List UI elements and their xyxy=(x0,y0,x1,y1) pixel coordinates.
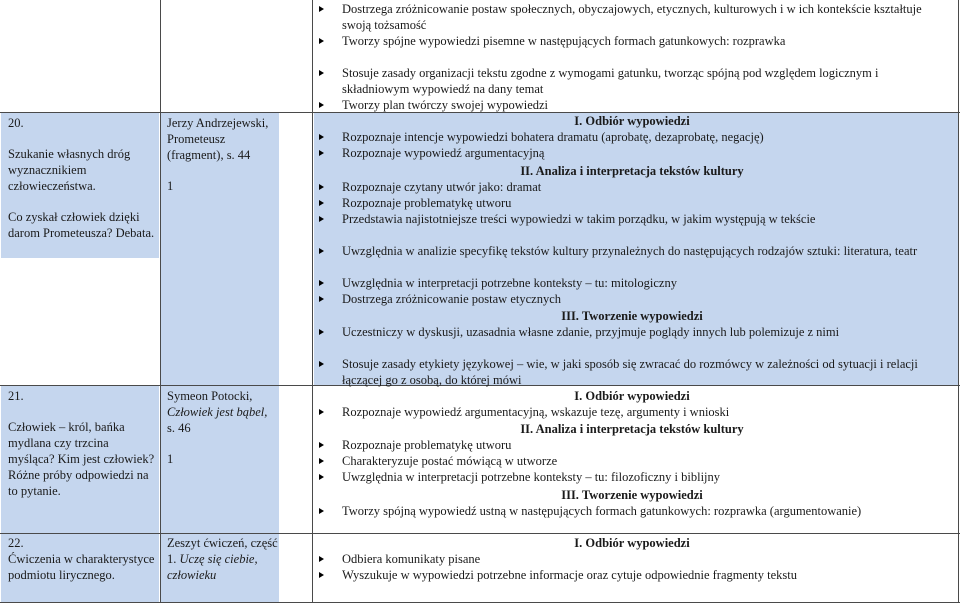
outcome-text: Rozpoznaje intencje wypowiedzi bohatera dramatu (aprobatę, dezaprobatę, negację) xyxy=(342,130,764,144)
lesson-number: 20. xyxy=(8,116,24,130)
outcome-text: Tworzy plan twórczy swojej wypowiedzi xyxy=(342,98,549,112)
lesson-title: Co zyskał człowiek dzięki darom Prometeusza? Debata. xyxy=(8,210,155,240)
section-heading: II. Analiza i interpretacja tekstów kultury xyxy=(520,422,744,436)
outcome-item xyxy=(317,437,947,453)
section-heading: I. Odbiór wypowiedzi xyxy=(574,536,690,550)
outcome-text: Rozpoznaje problematykę utworu xyxy=(342,438,512,452)
text-reference-a: Zeszyt ćwiczeń, część 1. xyxy=(167,536,278,566)
outcome-item xyxy=(317,97,947,113)
bullet-arrow-icon xyxy=(319,38,324,44)
section-heading: II. Analiza i interpretacja tekstów kultury xyxy=(520,164,744,178)
outcome-text: Stosuje zasady organizacji tekstu zgodne z wymogami gatunku, tworząc spójną pod względem logicznym i składniowym wypowiedź na dany temat xyxy=(342,66,879,96)
text-reference xyxy=(167,535,279,583)
bullet-arrow-icon xyxy=(319,361,324,367)
outcome-text: Tworzy spójne wypowiedzi pisemne w następujących formach gatunkowych: rozprawka xyxy=(342,34,786,48)
outcome-item xyxy=(317,291,947,307)
outcome-text: Uwzględnia w interpretacji potrzebne konteksty – tu: filozoficzny i biblijny xyxy=(342,470,721,484)
outcome-item xyxy=(317,404,947,420)
outcome-text: Rozpoznaje problematykę utworu xyxy=(342,196,512,210)
bullet-arrow-icon xyxy=(319,442,324,448)
lesson-title: Szukanie własnych dróg wyznacznikiem człowieczeństwa. xyxy=(8,147,131,193)
lesson-number: 21. xyxy=(8,389,24,403)
outcome-item xyxy=(317,324,947,340)
outcome-item xyxy=(317,356,947,388)
bullet-arrow-icon xyxy=(319,200,324,206)
outcome-item xyxy=(317,469,947,485)
outcome-text: Wyszukuje w wypowiedzi potrzebne informacje oraz cytuje odpowiednie fragmenty tekstu xyxy=(342,568,797,582)
outcome-text: Uczestniczy w dyskusji, uzasadnia własne zdanie, przyjmuje poglądy innych lub polemizuje z nimi xyxy=(342,325,840,339)
outcome-text: Charakteryzuje postać mówiącą w utworze xyxy=(342,454,558,468)
grid-line xyxy=(312,0,313,603)
lesson-number: 22. xyxy=(8,536,24,550)
outcome-item xyxy=(317,211,947,227)
bullet-arrow-icon xyxy=(319,458,324,464)
hours: 1 xyxy=(167,452,174,466)
text-page: s. 46 xyxy=(167,421,191,435)
bullet-arrow-icon xyxy=(319,216,324,222)
outcome-text: Rozpoznaje wypowiedź argumentacyjną, wskazuje tezę, argumenty i wnioski xyxy=(342,405,730,419)
bullet-arrow-icon xyxy=(319,474,324,480)
outcome-item xyxy=(317,129,947,145)
outcome-text: Przedstawia najistotniejsze treści wypowiedzi w takim porządku, w jakim występują w tekście xyxy=(342,212,816,226)
hours: 1 xyxy=(167,179,174,193)
bullet-arrow-icon xyxy=(319,184,324,190)
outcome-item xyxy=(317,179,947,195)
outcome-item xyxy=(317,551,947,567)
section-heading: I. Odbiór wypowiedzi xyxy=(574,389,690,403)
outcome-item xyxy=(317,453,947,469)
outcome-item xyxy=(317,33,947,49)
outcome-item xyxy=(317,567,947,583)
outcome-item xyxy=(317,195,947,211)
bullet-arrow-icon xyxy=(319,508,324,514)
outcome-text: Dostrzega zróżnicowanie postaw społecznych, obyczajowych, etycznych, kulturowych i w ich kontekście kształtuje swoją tożsamość xyxy=(342,2,922,32)
section-heading: I. Odbiór wypowiedzi xyxy=(574,114,690,128)
section-heading: III. Tworzenie wypowiedzi xyxy=(561,309,703,323)
outcome-item xyxy=(317,275,947,291)
outcome-item xyxy=(317,243,947,259)
bullet-arrow-icon xyxy=(319,134,324,140)
outcome-item xyxy=(317,503,947,519)
grid-line xyxy=(0,533,960,534)
bullet-arrow-icon xyxy=(319,329,324,335)
section-heading: III. Tworzenie wypowiedzi xyxy=(561,488,703,502)
text-reference: Jerzy Andrzejewski, Prometeusz (fragment), s. 44 xyxy=(167,116,269,162)
bullet-arrow-icon xyxy=(319,150,324,156)
bullet-arrow-icon xyxy=(319,572,324,578)
outcome-text: Dostrzega zróżnicowanie postaw etycznych xyxy=(342,292,562,306)
bullet-arrow-icon xyxy=(319,556,324,562)
lesson-20-text xyxy=(167,115,279,194)
outcome-text: Rozpoznaje czytany utwór jako: dramat xyxy=(342,180,542,194)
lesson-22-text xyxy=(167,535,279,583)
outcome-text: Rozpoznaje wypowiedź argumentacyjną xyxy=(342,146,545,160)
bullet-arrow-icon xyxy=(319,409,324,415)
text-author: Symeon Potocki, xyxy=(167,389,253,403)
outcome-text: Stosuje zasady etykiety językowej – wie, w jaki sposób się zwracać do rozmówcy w zależności od sytuacji i relacji łączącej go z osobą, do której mówi xyxy=(342,357,918,387)
lesson-21-text xyxy=(167,388,279,467)
outcome-item xyxy=(317,65,947,97)
bullet-arrow-icon xyxy=(319,6,324,12)
bullet-arrow-icon xyxy=(319,248,324,254)
outcome-text: Tworzy spójną wypowiedź ustną w następujących formach gatunkowych: rozprawka (argumentowanie) xyxy=(342,504,862,518)
lesson-21-topic xyxy=(8,388,158,499)
bullet-arrow-icon xyxy=(319,296,324,302)
bullet-arrow-icon xyxy=(319,102,324,108)
text-reference-b: Uczę się ciebie, człowieku xyxy=(167,552,258,582)
bullet-arrow-icon xyxy=(319,70,324,76)
outcome-text: Odbiera komunikaty pisane xyxy=(342,552,481,566)
outcome-item xyxy=(317,145,947,161)
lesson-title: Ćwiczenia w charakterystyce podmiotu lirycznego. xyxy=(8,552,155,582)
bullet-arrow-icon xyxy=(319,280,324,286)
outcome-item xyxy=(317,1,947,33)
lesson-20-topic xyxy=(8,115,158,241)
outcome-text: Uwzględnia w analizie specyfikę tekstów kultury przynależnych do następujących rodzajów sztuki: literatura, teatr xyxy=(342,244,918,258)
text-title: Człowiek jest bąbel, xyxy=(167,405,268,419)
grid-line xyxy=(958,0,959,603)
grid-line xyxy=(160,0,161,603)
lesson-22-topic xyxy=(8,535,158,583)
lesson-title: Człowiek – król, bańka mydlana czy trzcina myśląca? Kim jest człowiek? Różne próby odpowiedzi na to pytanie. xyxy=(8,420,155,498)
outcome-text: Uwzględnia w interpretacji potrzebne konteksty – tu: mitologiczny xyxy=(342,276,677,290)
